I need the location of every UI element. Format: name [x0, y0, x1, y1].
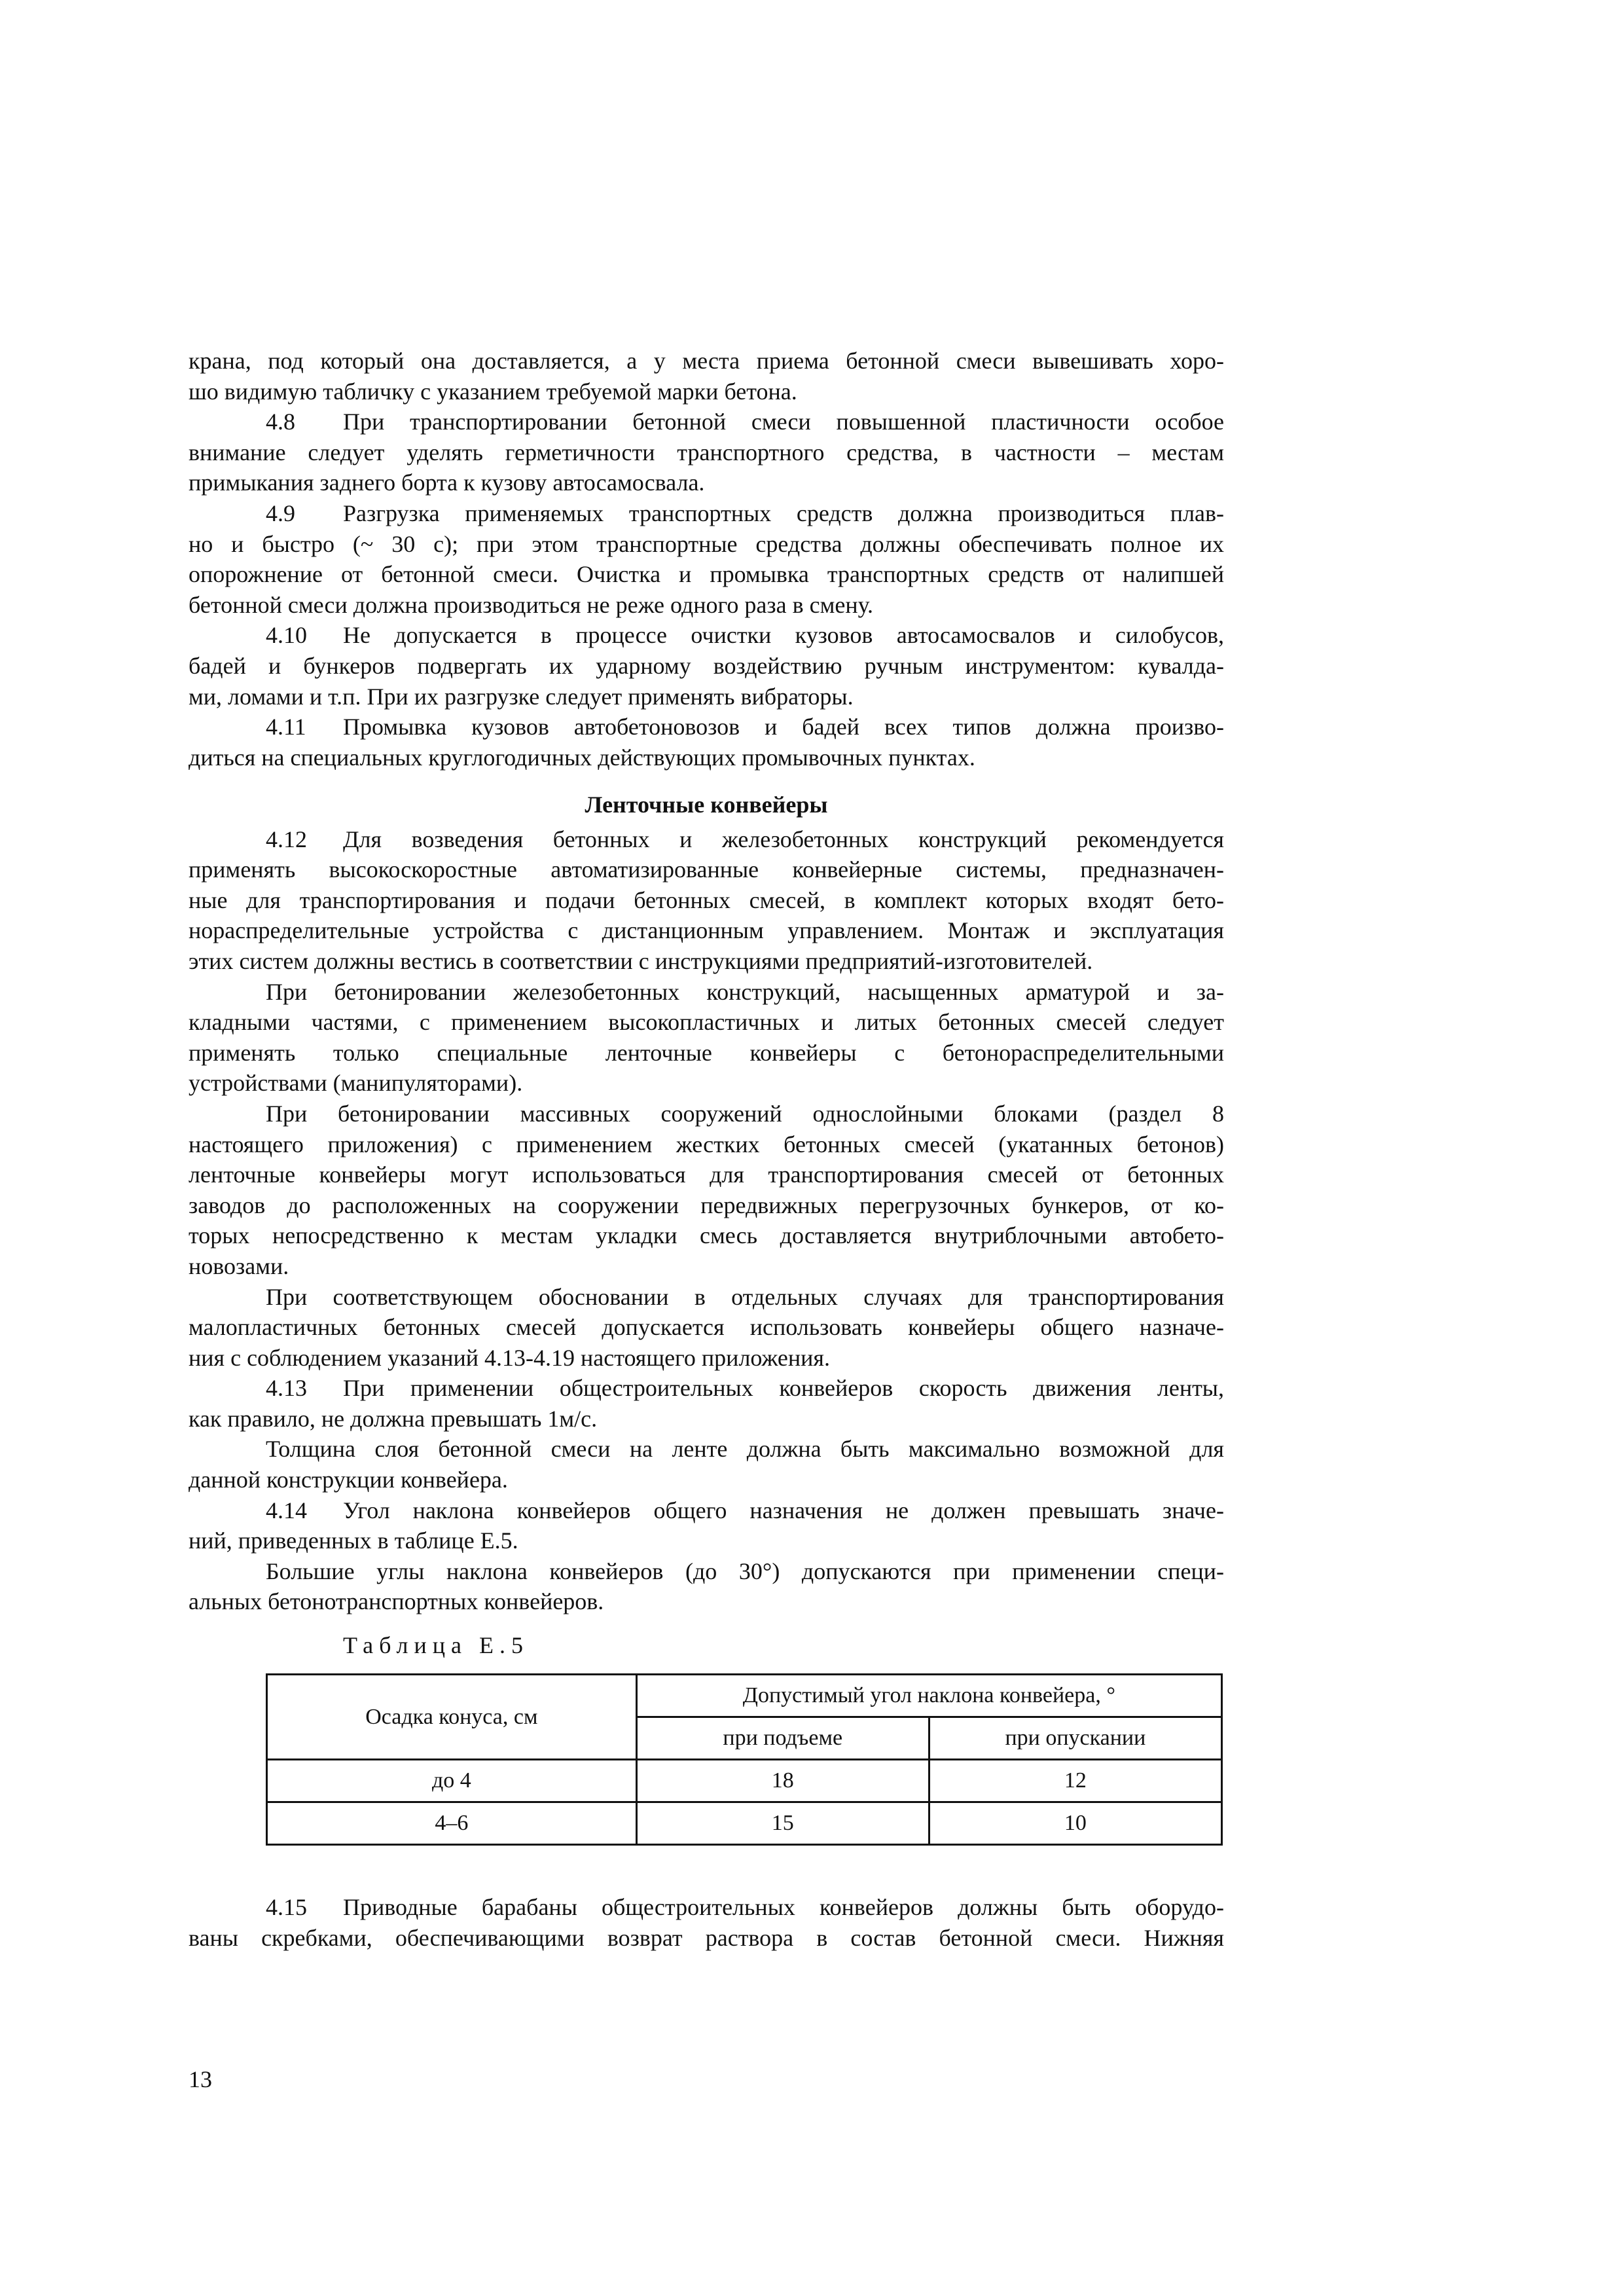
cell-slump: 4–6 — [267, 1802, 637, 1845]
text-line: ваны скребками, обеспечивающими возврат раствора в состав бетонной смеси. Нижняя — [189, 1924, 1224, 1951]
text-line: но и быстро (~ 30 с); при этом транспортные средства должны обеспечивать полное их — [189, 530, 1224, 557]
paragraph-4-9 — [189, 498, 1224, 620]
text-line: заводов до расположенных на сооружении передвижных перегрузочных бункеров, от ко- — [189, 1192, 1224, 1218]
text-line: При применении общестроительных конвейеров скорость движения ленты, — [343, 1375, 1224, 1402]
text-line: Угол наклона конвейеров общего назначения не должен превышать значе- — [343, 1497, 1224, 1523]
text-line: ний, приведенных в таблице Е.5. — [189, 1527, 518, 1554]
paragraph-4-13 — [189, 1373, 1224, 1434]
clause-number: 4.13 — [266, 1375, 307, 1402]
text-line: Не допускается в процессе очистки кузовов автосамосвалов и силобусов, — [343, 622, 1224, 649]
text-line: При соответствующем обосновании в отдельных случаях для транспортирования — [266, 1283, 1224, 1310]
paragraph-4-12 — [189, 824, 1224, 977]
clause-number: 4.12 — [266, 826, 307, 852]
paragraph-4-15 — [189, 1892, 1224, 1953]
text-line: как правило, не должна превышать 1м/с. — [189, 1405, 598, 1432]
section-heading: Ленточные конвейеры — [585, 792, 828, 818]
text-line: новозами. — [189, 1252, 289, 1279]
paragraph-continuation — [189, 346, 1224, 407]
text-line: этих систем должны вестись в соответствии с инструкциями предприятий-изготовителей. — [189, 947, 1093, 974]
page-number: 13 — [189, 2066, 212, 2092]
text-line: Большие углы наклона конвейеров (до 30°) допускаются при применении специ- — [266, 1558, 1224, 1584]
text-line: настоящего приложения) с применением жестких бетонных смесей (укатанных бетонов) — [189, 1131, 1224, 1157]
clause-number: 4.15 — [266, 1894, 307, 1920]
text-line: данной конструкции конвейера. — [189, 1467, 508, 1493]
table-row — [267, 1802, 1222, 1845]
header-angle-group: Допустимый угол наклона конвейера, ° — [636, 1675, 1221, 1717]
header-slump: Осадка конуса, см — [267, 1675, 637, 1760]
paragraph-4-11 — [189, 712, 1224, 773]
clause-number: 4.14 — [266, 1497, 307, 1523]
paragraph-large-angles — [189, 1556, 1224, 1617]
text-line: Промывка кузовов автобетоновозов и бадей всех типов должна произво- — [343, 714, 1224, 740]
bottom-text-block — [189, 1892, 1224, 1953]
text-line: примыкания заднего борта к кузову автосамосвала. — [189, 469, 705, 496]
paragraph-4-8 — [189, 407, 1224, 498]
clause-number: 4.9 — [266, 500, 295, 526]
text-line: бетонной смеси должна производиться не реже одного раза в смену. — [189, 591, 874, 618]
cell-slump: до 4 — [267, 1760, 637, 1802]
text-line: При бетонировании железобетонных конструкций, насыщенных арматурой и за- — [266, 978, 1224, 1005]
text-line: ния с соблюдением указаний 4.13-4.19 настоящего приложения. — [189, 1344, 830, 1371]
paragraph-4-10 — [189, 620, 1224, 712]
text-line: опорожнение от бетонной смеси. Очистка и промывка транспортных средств от налипшей — [189, 561, 1224, 588]
text-line: При бетонировании массивных сооружений однослойными блоками (раздел 8 — [266, 1100, 1224, 1127]
clause-number: 4.10 — [266, 622, 307, 649]
text-line: шо видимую табличку с указанием требуемой марки бетона. — [189, 378, 797, 405]
paragraph-massive — [189, 1099, 1224, 1282]
text-line: применять высокоскоростные автоматизированные конвейерные системы, предназначен- — [189, 856, 1224, 883]
header-lifting: при подъеме — [636, 1717, 929, 1760]
text-line: Приводные барабаны общестроительных конвейеров должны быть оборудо- — [343, 1894, 1224, 1920]
clause-number: 4.8 — [266, 409, 295, 435]
header-lowering: при опускании — [929, 1717, 1221, 1760]
text-line: устройствами (манипуляторами). — [189, 1070, 523, 1097]
text-line: малопластичных бетонных смесей допускается использовать конвейеры общего назначе- — [189, 1314, 1224, 1341]
angle-table — [266, 1673, 1223, 1846]
text-line: ные для транспортирования и подачи бетонных смесей, в комплект которых входят бето- — [189, 886, 1224, 913]
cell-down: 12 — [929, 1760, 1221, 1802]
text-line: крана, под который она доставляется, а у места приема бетонной смеси вывешивать хоро- — [189, 348, 1224, 374]
text-line: кладными частями, с применением высокопластичных и литых бетонных смесей следует — [189, 1009, 1224, 1036]
paragraph-4-14 — [189, 1495, 1224, 1556]
text-line: При транспортировании бетонной смеси повышенной пластичности особое — [343, 409, 1224, 435]
paragraph-thickness — [189, 1434, 1224, 1495]
text-line: диться на специальных круглогодичных действующих промывочных пунктах. — [189, 744, 975, 771]
paragraph-justification — [189, 1282, 1224, 1374]
cell-up: 18 — [636, 1760, 929, 1802]
text-line: торых непосредственно к местам укладки смесь доставляется внутриблочными автобето- — [189, 1222, 1224, 1249]
text-line: Толщина слоя бетонной смеси на ленте должна быть максимально возможной для — [266, 1436, 1224, 1463]
text-line: применять только специальные ленточные конвейеры с бетонораспределительными — [189, 1039, 1224, 1066]
text-line: альных бетонотранспортных конвейеров. — [189, 1588, 604, 1615]
table-caption: Таблица Е.5 — [343, 1632, 529, 1658]
table-header-row — [267, 1675, 1222, 1717]
text-line: ми, ломами и т.п. При их разгрузке следует применять вибраторы. — [189, 683, 854, 710]
text-line: внимание следует уделять герметичности транспортного средства, в частности – местам — [189, 439, 1224, 465]
text-line: Разгрузка применяемых транспортных средств должна производиться плав- — [343, 500, 1224, 526]
cell-down: 10 — [929, 1802, 1221, 1845]
top-text-block — [189, 346, 1224, 773]
text-line: Для возведения бетонных и железобетонных конструкций рекомендуется — [343, 826, 1224, 852]
text-line: нораспределительные устройства с дистанционным управлением. Монтаж и эксплуатация — [189, 917, 1224, 944]
paragraph-reinforced — [189, 977, 1224, 1099]
section-text-block — [189, 787, 1224, 1617]
text-line: ленточные конвейеры могут использоваться для транспортирования смесей от бетонных — [189, 1161, 1224, 1188]
text-line: бадей и бункеров подвергать их ударному воздействию ручным инструментом: кувалда- — [189, 652, 1224, 679]
cell-up: 15 — [636, 1802, 929, 1845]
clause-number: 4.11 — [266, 714, 306, 740]
table-row — [267, 1760, 1222, 1802]
